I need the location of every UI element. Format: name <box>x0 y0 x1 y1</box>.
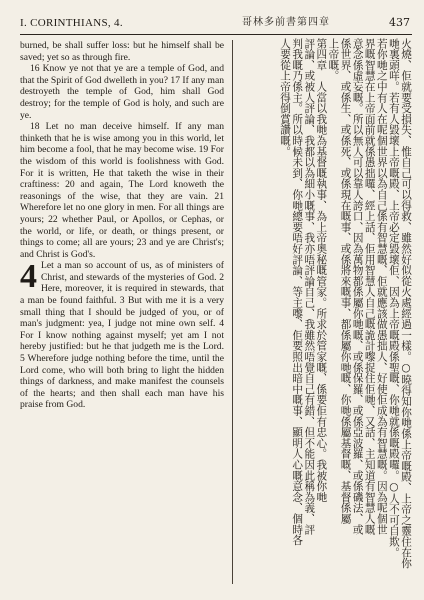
verse-paragraph: 18 Let no man deceive himself. If any man thinketh that he is wise among you in this world, let him become a fool, that he may become wise. 19 For the wisdom of this world is foolishness with God. For it is written, He that taketh the wise in their craftiness: 20 and again, The Lord knoweth the reasonings of the wise, that they are vain. 21 Wherefore let no one glory in men. For all things are yours; 22 whether Paul, or Apollos, or Cephas, or the world, or life, or death, or things present, or things to come; all are yours; 23 and ye are Christ's; and Christ is God's. <box>20 121 224 260</box>
chinese-column: 意念係虛妄嘅。所以無人可以靠人誇口、因為萬物都係屬你哋嘅、或係保羅、或係亞波羅、或係磯法、或 <box>351 38 364 535</box>
page-header <box>20 14 412 35</box>
chinese-column: 第四章 人當以我哋為基督嘅執事、為上帝奧秘嘅管家。所求於管家嘅、係要佢有忠心。我被你哋 <box>315 38 328 503</box>
chinese-column: 人要從上帝得倒賞讚嘅。 <box>279 38 292 157</box>
english-text-column <box>20 40 224 588</box>
page-number: 437 <box>389 16 410 29</box>
chinese-column: 上帝嘅。 <box>327 38 340 82</box>
verse-paragraph: 16 Know ye not that ye are a temple of God, and that the Spirit of God dwelleth in you? 17 If any man destroyeth the temple of God, him shall God destroy; for the temple of God is holy, and such are ye. <box>20 63 224 121</box>
chinese-text-column <box>238 38 412 586</box>
chinese-book-title: 哥林多前書第四章 <box>242 17 330 28</box>
bible-page <box>20 14 412 588</box>
chinese-column: 界嘅智慧在上帝面前就係愚拙囉、經上話、佢用智慧人自己嘅詭計嚟捉住佢哋、又話、主知道有智慧人嘅 <box>363 38 376 535</box>
chapter-four-text: Let a man so account of us, as of ministers of Christ, and stewards of the mysteries of God. 2 Here, moreover, it is required in stewards, that a man be found faithful. 3 But with me it is a very small thing that I should be judged of you, or of man's judgment: yea, I judge not mine own self. 4 For I know nothing against myself; yet am I not hereby justified: but he that judgeth me is the Lord. 5 Wherefore judge nothing before the time, until the Lord come, who will both bring to light the hidden things of darkness, and make manifest the counsels of the hearts; and then shall each man have his praise from God. <box>20 260 224 411</box>
chinese-column: 評論、或被人評論、我都以為細小嘅事、我亦唔評論自己、我雖然唔覺自己有錯、但不能因此稱為義、評 <box>303 38 316 535</box>
chinese-column: 係世界、或係生、或係死、或係現在嘅事、或係將來嘅事、都係屬你哋嘅、你哋係屬基督嘅、基督係屬 <box>339 38 352 524</box>
chinese-column: 判我嘅乃係主。所以時候未到、你哋總要唔好評論、等主嚟、佢要照出暗中嘅事、顯明人心嘅意念、個時各 <box>291 38 304 546</box>
chinese-column: 火燒、佢就要受損失、惟自己可以得救、雖然好似從火處經過一樣。○曉得知你哋係上帝嘅殿、上帝之靈住在你 <box>400 38 412 569</box>
chapter-four-paragraph <box>20 260 224 411</box>
book-chapter-title: I. CORINTHIANS, 4. <box>20 17 123 29</box>
chinese-column: 哋裏頭咩。若有人毀壞上帝嘅殿、上帝必定毀壞佢、因為上帝嘅殿係聖嘅、你哋就係嘅殿囉。○人不可自欺。 <box>387 38 400 558</box>
chinese-column: 若你哋之中有人在呢個世界以為自己係有智慧嘅、佢就應該做愚拙人、好使佢成為有智慧嘅。因為呢個世 <box>375 38 388 535</box>
verse-paragraph: burned, be shall suffer loss: but he himself shall be saved; yet so as through fire. <box>20 40 224 63</box>
column-divider <box>232 40 233 584</box>
chapter-number-dropcap: 4 <box>20 258 37 296</box>
